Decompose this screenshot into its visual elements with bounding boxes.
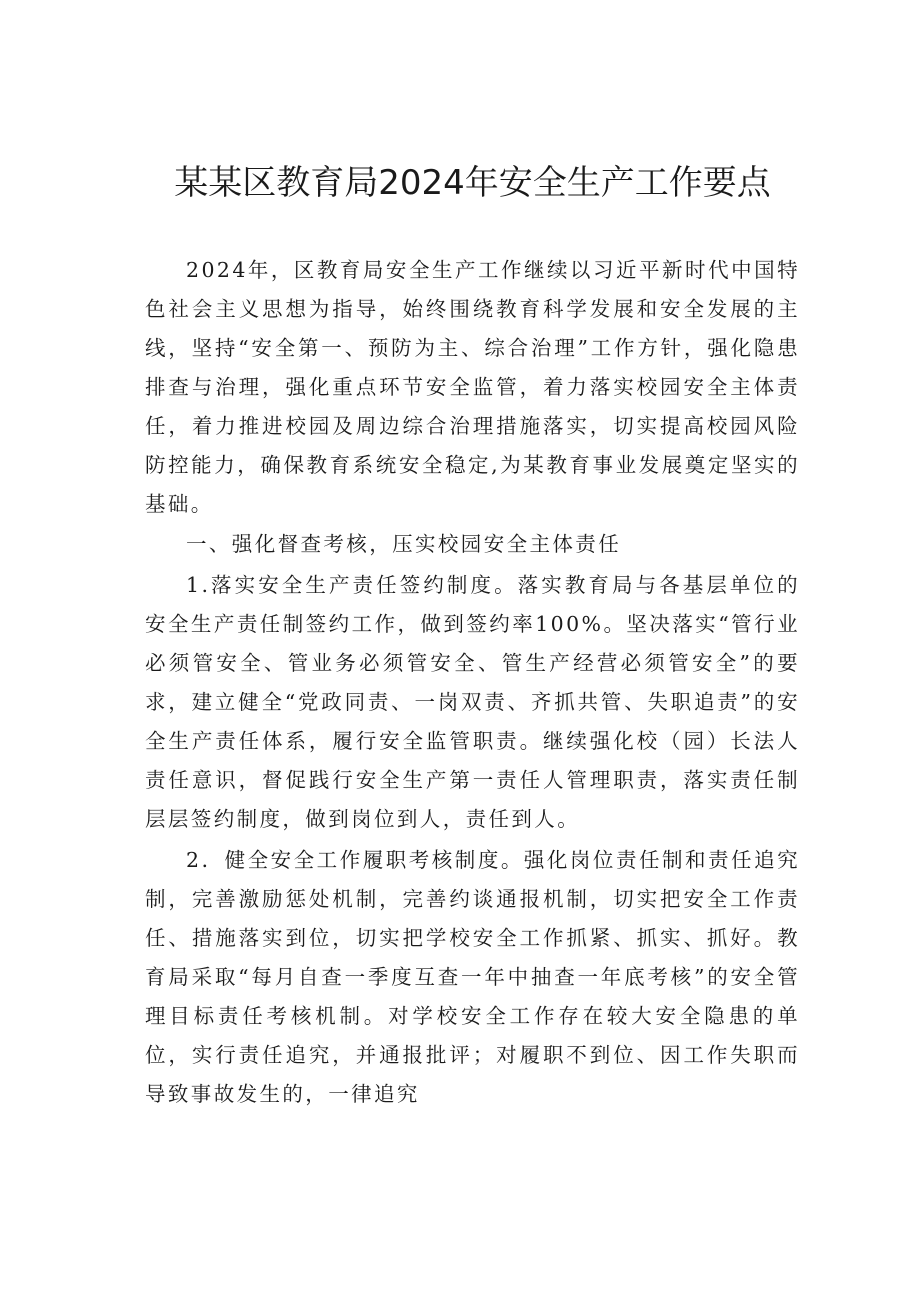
section-heading-1: 一、强化督查考核，压实校园安全主体责任 xyxy=(186,532,622,556)
intro-paragraph: 2024年，区教育局安全生产工作继续以习近平新时代中国特色社会主义思想为指导，始终围绕教育科学发展和安全发展的主线，坚持“安全第一、预防为主、综合治理”工作方针，强化隐患排查与治理，强化重点环节安全监管，着力落实校园安全主体责任，着力推进校园及周边综合治理措施落实，切实提高校园风险防控能力，确保教育系统安全稳定,为某教育事业发展奠定坚实的基础。 xyxy=(145,258,800,516)
document-body xyxy=(145,251,800,1114)
item-paragraph-2: 2．健全安全工作履职考核制度。强化岗位责任制和责任追究制，完善激励惩处机制，完善约谈通报机制，切实把安全工作责任、措施落实到位，切实把学校安全工作抓紧、抓实、抓好。教育局采取“每月自查一季度互查一年中抽查一年底考核”的安全管理目标责任考核机制。对学校安全工作存在较大安全隐患的单位，实行责任追究，并通报批评；对履职不到位、因工作失职而导致事故发生的，一律追究 xyxy=(145,848,800,1106)
document-title: 某某区教育局2024年安全生产工作要点 xyxy=(174,163,771,203)
item-paragraph-1: 1.落实安全生产责任签约制度。落实教育局与各基层单位的安全生产责任制签约工作，做到签约率100%。坚决落实“管行业必须管安全、管业务必须管安全、管生产经营必须管安全”的要求，建立健全“党政同责、一岗双责、齐抓共管、失职追责”的安全生产责任体系，履行安全监管职责。继续强化校（园）长法人责任意识，督促践行安全生产第一责任人管理职责，落实责任制层层签约制度，做到岗位到人，责任到人。 xyxy=(145,573,800,831)
